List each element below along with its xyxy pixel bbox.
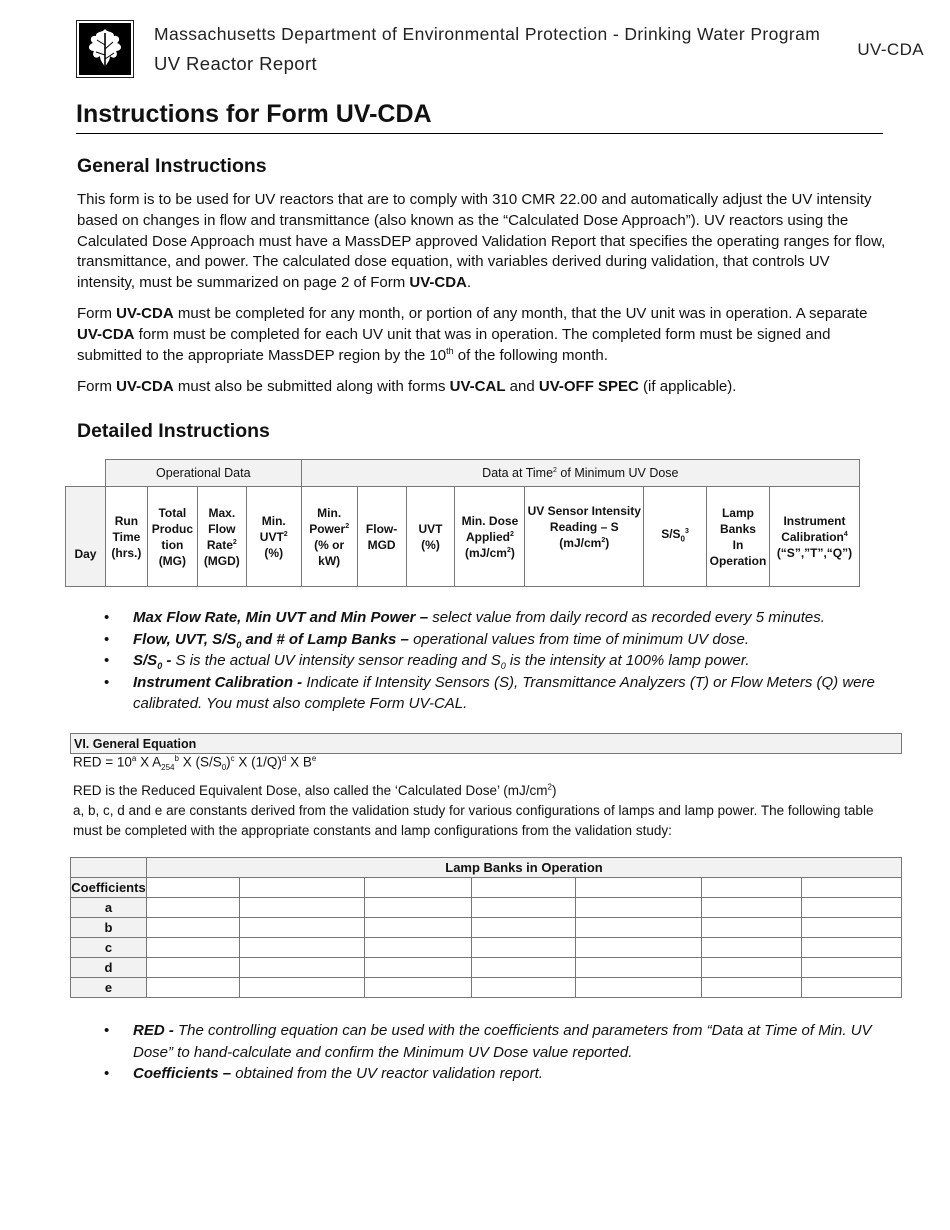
general-instructions-heading: General Instructions — [77, 155, 267, 177]
page-title: Instructions for Form UV-CDA — [76, 100, 883, 134]
col-day: Day — [66, 487, 106, 587]
general-equation-heading: VI. General Equation — [70, 733, 902, 754]
agency-name: Massachusetts Department of Environmental Protection - Drinking Water Program — [154, 24, 821, 44]
coefficient-c: c — [71, 938, 147, 958]
table-row — [71, 938, 902, 958]
list-item: • RED - The controlling equation can be used with the coefficients and parameters from “Data at Time of Min. UV Dose” to hand-calculate and confirm the Minimum UV Dose value reported. — [104, 1020, 894, 1063]
list-item: • Instrument Calibration - Indicate if Intensity Sensors (S), Transmittance Analyzers (T) or Flow Meters (Q) were calibrated. You must also complete Form UV-CAL. — [104, 672, 894, 715]
lamp-config-cell[interactable] — [471, 878, 576, 898]
col-lamp-banks: Lamp Banks In Operation — [706, 487, 769, 587]
coefficient-b: b — [71, 918, 147, 938]
table-row — [71, 958, 902, 978]
coefficient-a: a — [71, 898, 147, 918]
report-title: UV Reactor Report — [154, 53, 318, 74]
list-item: • Coefficients – obtained from the UV reactor validation report. — [104, 1063, 894, 1085]
col-total-production: Total Produc tion (MG) — [147, 487, 197, 587]
equation-bullets — [104, 1020, 894, 1085]
list-item: • Max Flow Rate, Min UVT and Min Power – select value from daily record as recorded every 5 minutes. — [104, 607, 894, 629]
list-item: • $S/S_0$ - S is the actual UV intensity sensor reading and $S_0$ is the intensity at 100% lamp power. — [104, 650, 894, 672]
coefficients-label: Coefficients — [71, 878, 147, 898]
general-paragraph-1: This form is to be used for UV reactors that are to comply with 310 CMR 22.00 and automatically adjust the UV intensity based on changes in flow and transmittance (also known as the “Calculated Dose Approach”). UV reactors using the Calculated Dose Approach must have a MassDEP approved Validation Report that specifies the operating ranges for flow, transmittance, and power. The calculated dose equation, with variables derived during validation, that controls UV intensity, must be summarized on page 2 of Form UV-CDA. — [77, 191, 886, 292]
col-sensor-intensity: UV Sensor Intensity Reading – S $(mJ/cm^2)$ — [525, 487, 644, 587]
red-definition: RED is the Reduced Equivalent Dose, also called the ‘Calculated Dose’ $(mJ/cm^2)$ — [73, 782, 557, 798]
lamp-config-cell[interactable] — [364, 878, 471, 898]
col-instrument-calibration: Instrument Calibration$^4$ (“S”,”T”,“Q”) — [769, 487, 859, 587]
oak-leaf-icon — [81, 25, 129, 73]
table-row — [71, 898, 902, 918]
col-min-power: Min. Power$^2$ (% or kW) — [301, 487, 357, 587]
col-run-time: Run Time (hrs.) — [105, 487, 147, 587]
general-paragraph-2: Form UV-CDA must be completed for any month, or portion of any month, that the UV unit was in operation. A separate UV-CDA form must be completed for each UV unit that was in operation. The completed form must be signed and submitted to the appropriate MassDEP region by the 10th of the following month. — [77, 305, 868, 364]
lamp-config-cell[interactable] — [239, 878, 364, 898]
table-row — [71, 918, 902, 938]
col-min-dose: Min. Dose Applied$^2$ $(mJ/cm^2)$ — [455, 487, 525, 587]
operational-data-group: Operational Data — [105, 460, 301, 487]
list-item: • Flow, UVT, $S/S_0$ and # of Lamp Banks – operational values from time of minimum UV dose. — [104, 629, 894, 651]
red-equation: RED = $10^a$ X $A_{254}^b$ X $(S/S_0)^c$ X $(1/Q)^d$ X $B^e$ — [73, 754, 317, 773]
general-paragraph-3: Form UV-CDA must also be submitted along with forms UV-CAL and UV-OFF SPEC (if applicable). — [77, 378, 737, 395]
col-max-flow-rate: Max. Flow Rate$^2$ (MGD) — [197, 487, 246, 587]
coefficient-d: d — [71, 958, 147, 978]
detailed-instructions-heading: Detailed Instructions — [77, 420, 270, 442]
lamp-banks-header: Lamp Banks in Operation — [146, 858, 901, 878]
table-row — [71, 978, 902, 998]
col-min-uvt: Min. UVT$^2$ (%) — [246, 487, 301, 587]
col-flow: Flow- MGD — [357, 487, 406, 587]
coefficient-e: e — [71, 978, 147, 998]
constants-description: a, b, c, d and e are constants derived from the validation study for various configurations of lamps and lamp power. The following table must be completed with the appropriate constants and lamp configurations from the validation study: — [73, 803, 874, 838]
form-code: UV-CDA — [857, 40, 924, 59]
massdep-logo — [76, 20, 134, 78]
col-uvt: UVT (%) — [406, 487, 455, 587]
lamp-config-cell[interactable] — [702, 878, 802, 898]
lamp-config-cell[interactable] — [146, 878, 239, 898]
operational-data-table — [65, 459, 860, 587]
col-s-s0: $S/S_0^3$ — [644, 487, 707, 587]
coefficients-table — [70, 857, 902, 998]
detailed-bullets — [104, 607, 894, 715]
min-uv-dose-group: Data at Time$^2$ of Minimum UV Dose — [301, 460, 859, 487]
lamp-config-cell[interactable] — [576, 878, 702, 898]
lamp-config-cell[interactable] — [802, 878, 902, 898]
